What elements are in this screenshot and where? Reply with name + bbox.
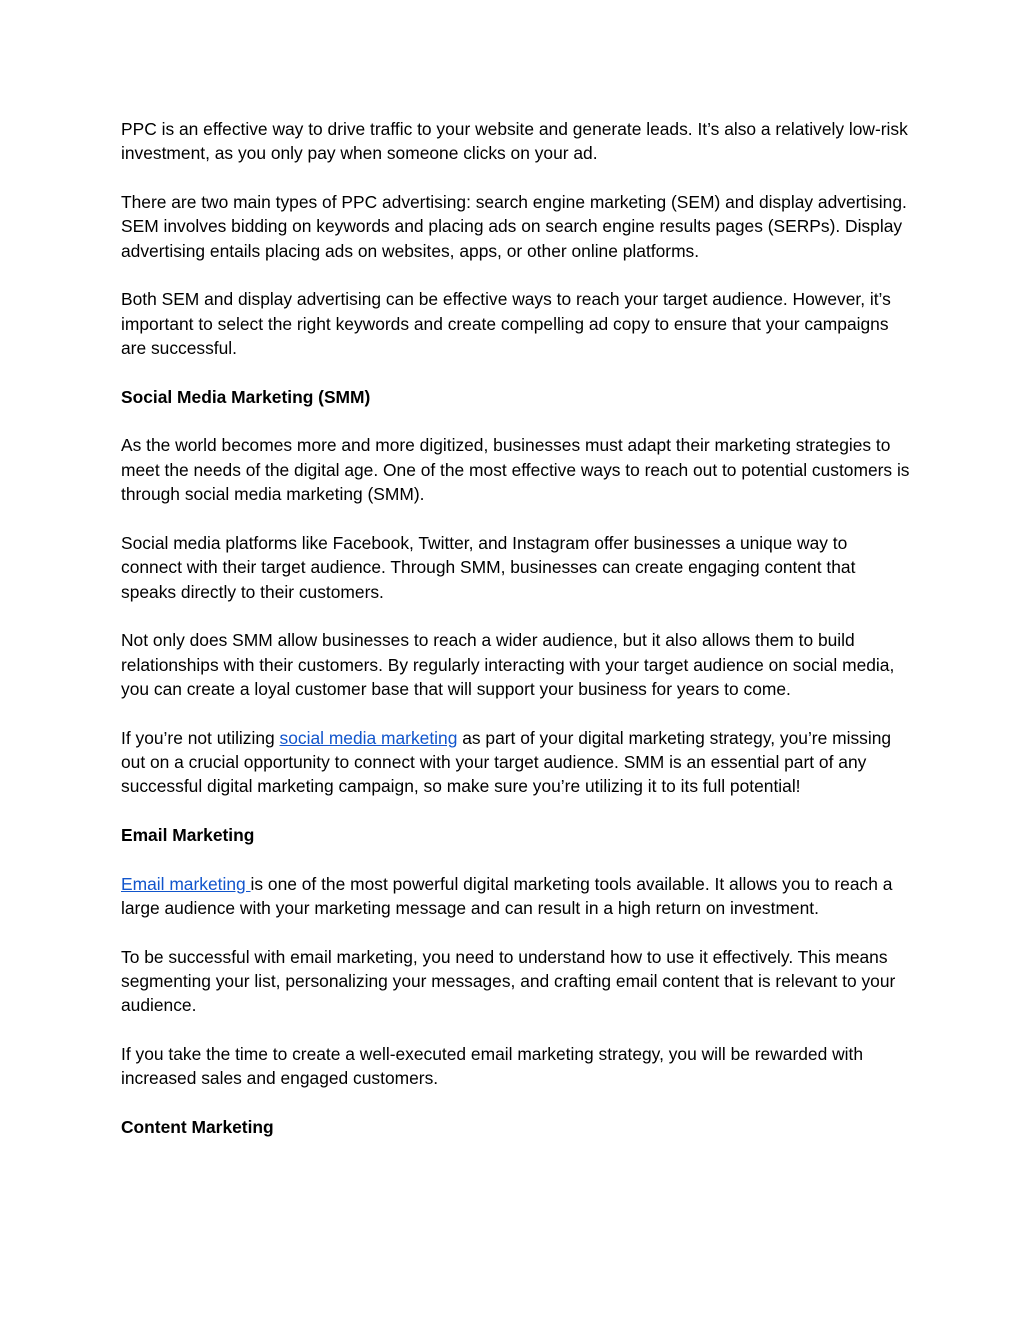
paragraph-smm-strategy-lead: If you’re not utilizing [121,727,280,748]
paragraph-email-intro [121,872,911,921]
heading-social-media-marketing: Social Media Marketing (SMM) [121,386,371,407]
paragraph-smm-relationships: Not only does SMM allow businesses to reach a wider audience, but it also allows them to build relationships with their customers. By regularly interacting with your target audience on social media, you can create a loyal customer base that will support your business for years to come. [121,630,895,700]
paragraph-ppc-types: There are two main types of PPC advertising: search engine marketing (SEM) and display advertising. SEM involves bidding on keywords and placing ads on search engine results pages (SERPs). Display advertising entails placing ads on websites, apps, or other online platforms. [121,192,907,261]
heading-email-marketing: Email Marketing [121,825,255,846]
heading-content-marketing: Content Marketing [121,1117,274,1138]
email-marketing-link[interactable]: Email marketing [121,873,251,894]
paragraph-email-reward: If you take the time to create a well-executed email marketing strategy, you will be rewarded with increased sales and engaged customers. [121,1044,864,1089]
social-media-marketing-link[interactable]: social media marketing [279,727,458,748]
paragraph-ppc-intro: PPC is an effective way to drive traffic to your website and generate leads. It’s also a relatively low-risk investment, as you only pay when someone clicks on your ad. [121,119,908,164]
paragraph-email-effective: To be successful with email marketing, you need to understand how to use it effectively. This means segmenting your list, personalizing your messages, and crafting email content that is relevant to your audience. [121,946,896,1016]
paragraph-smm-strategy-rest: as part of your digital marketing strategy, you’re missing out on a crucial opportunity to connect with your target audience. SMM is an essential part of any successful digital marketing campaign, so make sure you’re utilizing it to its full potential! [121,727,892,797]
document-body [121,117,911,1164]
paragraph-smm-intro: As the world becomes more and more digitized, businesses must adapt their marketing strategies to meet the needs of the digital age. One of the most effective ways to reach out to potential customers is through social media marketing (SMM). [121,435,910,505]
paragraph-smm-strategy [121,726,911,799]
paragraph-sem-display: Both SEM and display advertising can be effective ways to reach your target audience. However, it’s important to select the right keywords and create compelling ad copy to ensure that your campaigns are successful. [121,289,891,359]
paragraph-smm-platforms: Social media platforms like Facebook, Twitter, and Instagram offer businesses a unique way to connect with their target audience. Through SMM, businesses can create engaging content that speaks directly to their customers. [121,532,856,602]
paragraph-email-intro-rest: is one of the most powerful digital marketing tools available. It allows you to reach a large audience with your marketing message and can result in a high return on investment. [121,873,893,919]
